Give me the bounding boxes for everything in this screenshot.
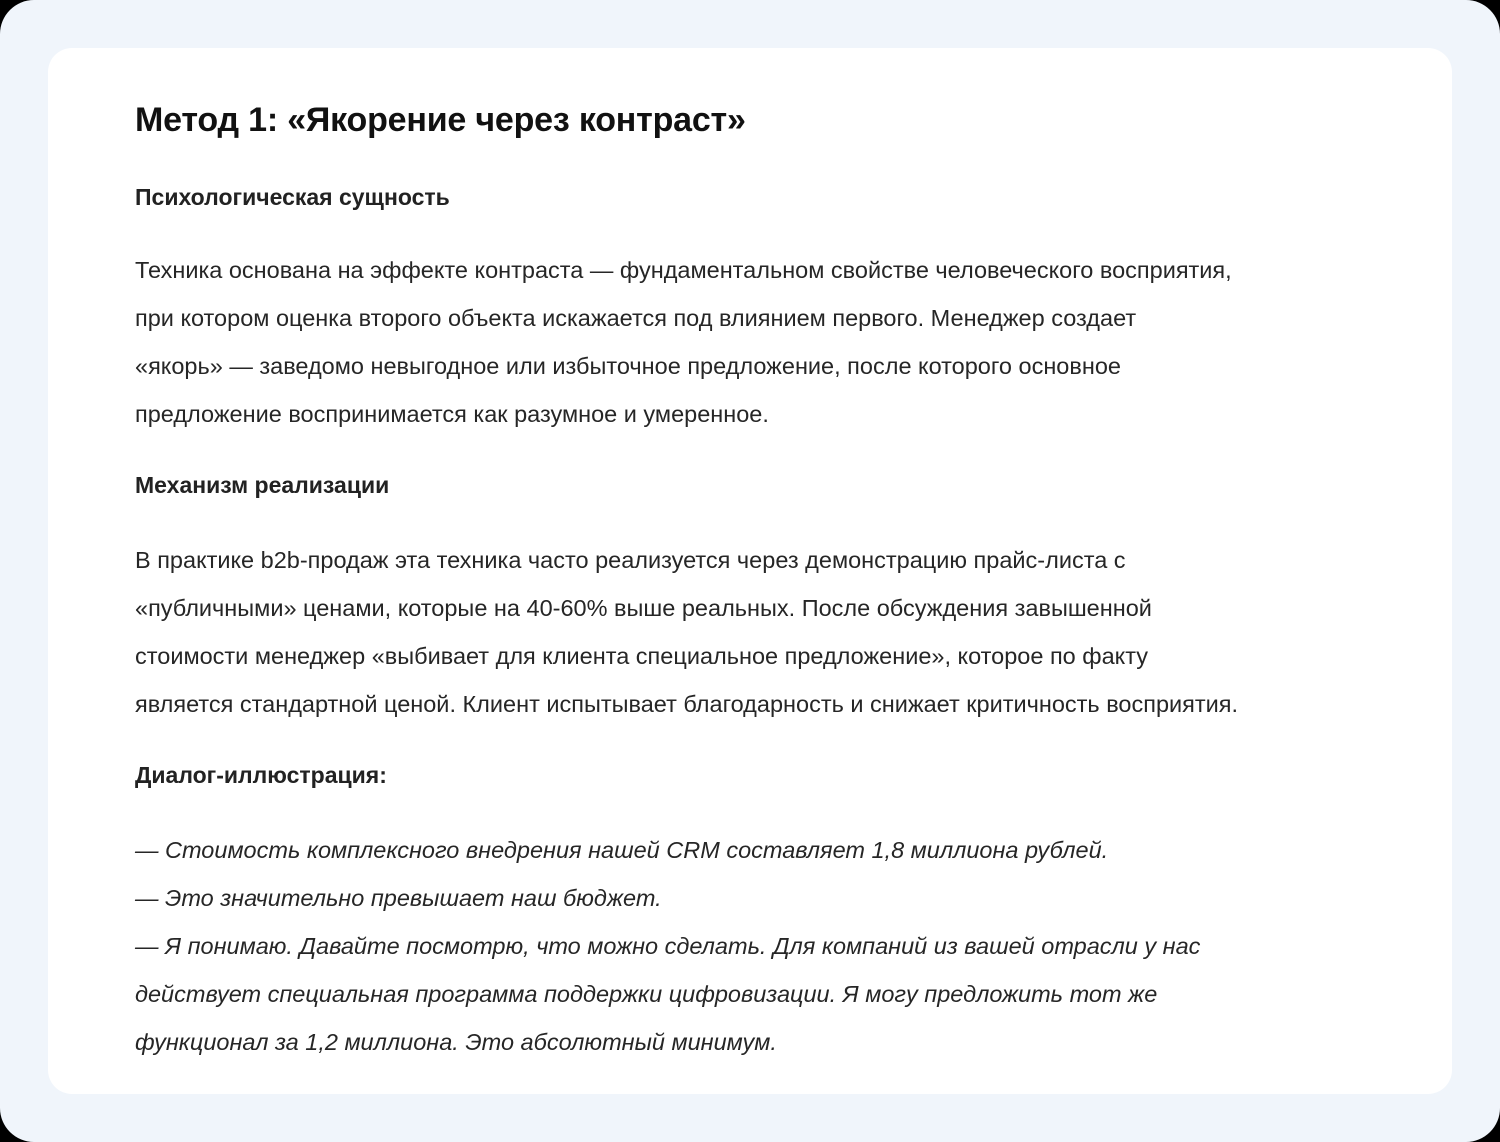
text-line: «публичными» ценами, которые на 40-60% выше реальных. После обсуждения завышенной bbox=[135, 595, 1152, 621]
text-line: В практике b2b-продаж эта техника часто реализуется через демонстрацию прайс-листа с bbox=[135, 547, 1126, 573]
dialog-illustration bbox=[135, 826, 1425, 1066]
dialog-line: действует специальная программа поддержки цифровизации. Я могу предложить тот же bbox=[135, 981, 1158, 1007]
article-title: Метод 1: «Якорение через контраст» bbox=[135, 101, 746, 139]
article-card bbox=[48, 48, 1452, 1094]
text-line: предложение воспринимается как разумное и умеренное. bbox=[135, 401, 769, 427]
text-line: «якорь» — заведомо невыгодное или избыточное предложение, после которого основное bbox=[135, 353, 1121, 379]
section-heading-mechanism: Механизм реализации bbox=[135, 472, 390, 498]
text-line: стоимости менеджер «выбивает для клиента специальное предложение», которое по факту bbox=[135, 643, 1149, 669]
text-line: Техника основана на эффекте контраста — фундаментальном свойстве человеческого восприятия, bbox=[135, 257, 1232, 283]
paragraph-mechanism bbox=[135, 536, 1425, 728]
dialog-line: функционал за 1,2 миллиона. Это абсолютный минимум. bbox=[135, 1029, 777, 1055]
dialog-line: — Стоимость комплексного внедрения нашей CRM составляет 1,8 миллиона рублей. bbox=[135, 837, 1109, 863]
dialog-line: — Это значительно превышает наш бюджет. bbox=[135, 885, 662, 911]
text-line: является стандартной ценой. Клиент испытывает благодарность и снижает критичность восприятия. bbox=[135, 691, 1239, 717]
paragraph-psychological-essence bbox=[135, 246, 1425, 438]
text-line: при котором оценка второго объекта искажается под влиянием первого. Менеджер создает bbox=[135, 305, 1137, 331]
section-heading-dialog-illustration: Диалог-иллюстрация: bbox=[135, 762, 387, 788]
section-heading-psychological-essence: Психологическая сущность bbox=[135, 184, 450, 210]
dialog-line: — Я понимаю. Давайте посмотрю, что можно сделать. Для компаний из вашей отрасли у нас bbox=[135, 933, 1201, 959]
article-content bbox=[135, 92, 1425, 1066]
